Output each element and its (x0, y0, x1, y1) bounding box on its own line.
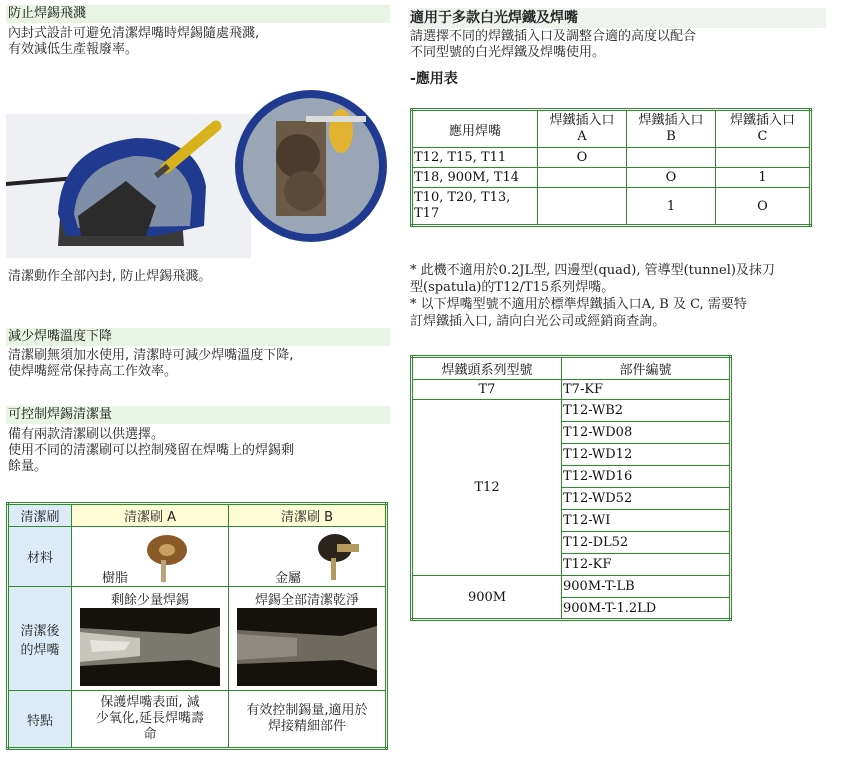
feature-a-line3: 命 (143, 727, 157, 742)
result-a-cell (72, 587, 229, 691)
application-table (410, 108, 812, 227)
brush-a-image (137, 530, 197, 584)
part-number: T12-WI (562, 510, 731, 532)
app-header-a-letter: A (577, 129, 587, 144)
feature-b-line2: 焊接精細部件 (267, 719, 346, 734)
material-b-cell (228, 527, 386, 587)
app-row-2-b: O (627, 168, 716, 188)
compare-row-result (8, 587, 72, 691)
compare-header-brush: 清潔刷 (8, 504, 72, 527)
brush-compare-table (6, 502, 388, 750)
material-b-label: 金屬 (274, 571, 301, 586)
note-1-line1: * 此機不適用於0.2JL型, 四邊型(quad), 管導型(tunnel)及抹刀 (410, 263, 775, 278)
compare-row-material: 材料 (8, 527, 72, 587)
temp-text-line1: 清潔刷無須加水使用, 清潔時可減少焊嘴溫度下降, (8, 348, 294, 363)
app-header-b-label: 焊鐵插入口 (638, 113, 704, 128)
parts-header-number: 部件編號 (562, 357, 731, 380)
tip-b-drawing (237, 608, 377, 686)
splash-text-line1: 內封式設計可避免清潔焊嘴時焊錫隨處飛濺, (8, 26, 260, 41)
part-number: 900M-T-1.2LD (562, 598, 731, 620)
application-table-title: -應用表 (410, 71, 458, 87)
section-title-control: 可控制焊錫清潔量 (6, 406, 390, 424)
result-b-label: 焊錫全部清潔乾淨 (254, 593, 359, 608)
note-2-line2: 訂焊鐵插入口, 請向白光公司或經銷商查詢。 (410, 314, 666, 329)
app-row-3-label-line2: T17 (414, 206, 440, 221)
splash-text (8, 26, 388, 58)
part-number: T12-WD08 (562, 422, 731, 444)
compare-header-b: 清潔刷 B (228, 504, 386, 527)
app-row-2-label: T18, 900M, T14 (412, 168, 538, 188)
part-number: T7-KF (562, 380, 731, 400)
compare-row-feature: 特點 (8, 691, 72, 749)
app-header-c (716, 110, 811, 148)
series-t7: T7 (412, 380, 562, 400)
app-header-c-label: 焊鐵插入口 (729, 113, 795, 128)
app-header-a (538, 110, 627, 148)
compatible-text (410, 29, 830, 61)
app-header-tip: 應用焊嘴 (412, 110, 538, 148)
app-header-a-label: 焊鐵插入口 (549, 113, 615, 128)
feature-a-line1: 保護焊嘴表面, 減 (100, 695, 200, 710)
tip-a-drawing (80, 608, 220, 686)
compatible-text-line1: 請選擇不同的焊鐵插入口及調整合適的高度以配合 (410, 29, 697, 44)
brush-b-image (309, 530, 369, 584)
app-row-2-a (538, 168, 627, 188)
app-row-1-b (627, 148, 716, 168)
part-number: T12-DL52 (562, 532, 731, 554)
app-row-3-a (538, 188, 627, 226)
control-text-line1: 備有兩款清潔刷以供選擇。 (8, 427, 165, 442)
app-row-1-c (716, 148, 811, 168)
feature-a-cell (72, 691, 229, 749)
section-title-splash: 防止焊錫飛濺 (6, 5, 390, 23)
app-row-3-b: 1 (627, 188, 716, 226)
tip-a-image (80, 608, 220, 686)
note-1-line2: 型(spatula)的T12/T15系列焊嘴。 (410, 280, 615, 295)
section-title-temp: 減少焊嘴溫度下降 (6, 328, 390, 346)
feature-b-line1: 有效控制錫量,適用於 (246, 703, 368, 718)
part-number: T12-WD12 (562, 444, 731, 466)
control-text (8, 427, 388, 475)
part-number: 900M-T-LB (562, 576, 731, 598)
app-header-b-letter: B (666, 129, 676, 144)
notes (410, 262, 830, 330)
series-t12: T12 (412, 400, 562, 576)
tip-b-image (237, 608, 377, 686)
app-header-c-letter: C (757, 129, 768, 144)
note-2-line1: * 以下焊嘴型號不適用於標準焊鐵插入口A, B 及 C, 需要特 (410, 297, 747, 312)
temp-text (8, 348, 388, 380)
compare-row-result-line2: 的焊嘴 (20, 642, 60, 658)
app-header-b (627, 110, 716, 148)
part-number: T12-WD52 (562, 488, 731, 510)
parts-header-series: 焊鐵頭系列型號 (412, 357, 562, 380)
material-a-cell (72, 527, 229, 587)
app-row-2-c: 1 (716, 168, 811, 188)
compare-header-a: 清潔刷 A (72, 504, 229, 527)
series-900m: 900M (412, 576, 562, 620)
cleaner-product-photo (6, 86, 391, 258)
app-row-1-label: T12, T15, T11 (412, 148, 538, 168)
splash-caption: 清潔動作全部內封, 防止焊錫飛濺。 (8, 269, 212, 284)
splash-text-line2: 有效減低生產報廢率。 (8, 42, 139, 57)
control-text-line3: 餘量。 (8, 459, 48, 474)
compare-row-result-line1: 清潔後 (20, 623, 60, 639)
temp-text-line2: 使焊嘴經常保持高工作效率。 (8, 364, 178, 379)
result-a-label: 剩餘少量焊錫 (110, 593, 189, 608)
control-text-line2: 使用不同的清潔刷可以控制殘留在焊嘴上的焊錫剩 (8, 443, 295, 458)
app-row-1-a: O (538, 148, 627, 168)
app-row-3-label-line1: T10, T20, T13, (414, 190, 511, 205)
app-row-3-c: O (716, 188, 811, 226)
material-a-label: 樹脂 (102, 571, 129, 586)
compatible-text-line2: 不同型號的白光焊鐵及焊嘴使用。 (410, 45, 606, 60)
app-row-3-label (412, 188, 538, 226)
feature-b-cell (228, 691, 386, 749)
result-b-cell (228, 587, 386, 691)
part-number: T12-WB2 (562, 400, 731, 422)
parts-table (410, 355, 732, 621)
part-number: T12-KF (562, 554, 731, 576)
part-number: T12-WD16 (562, 466, 731, 488)
feature-a-line2: 少氧化,延長焊嘴壽 (95, 711, 205, 726)
section-title-compatible: 適用于多款白光焊鐵及焊嘴 (408, 8, 826, 28)
